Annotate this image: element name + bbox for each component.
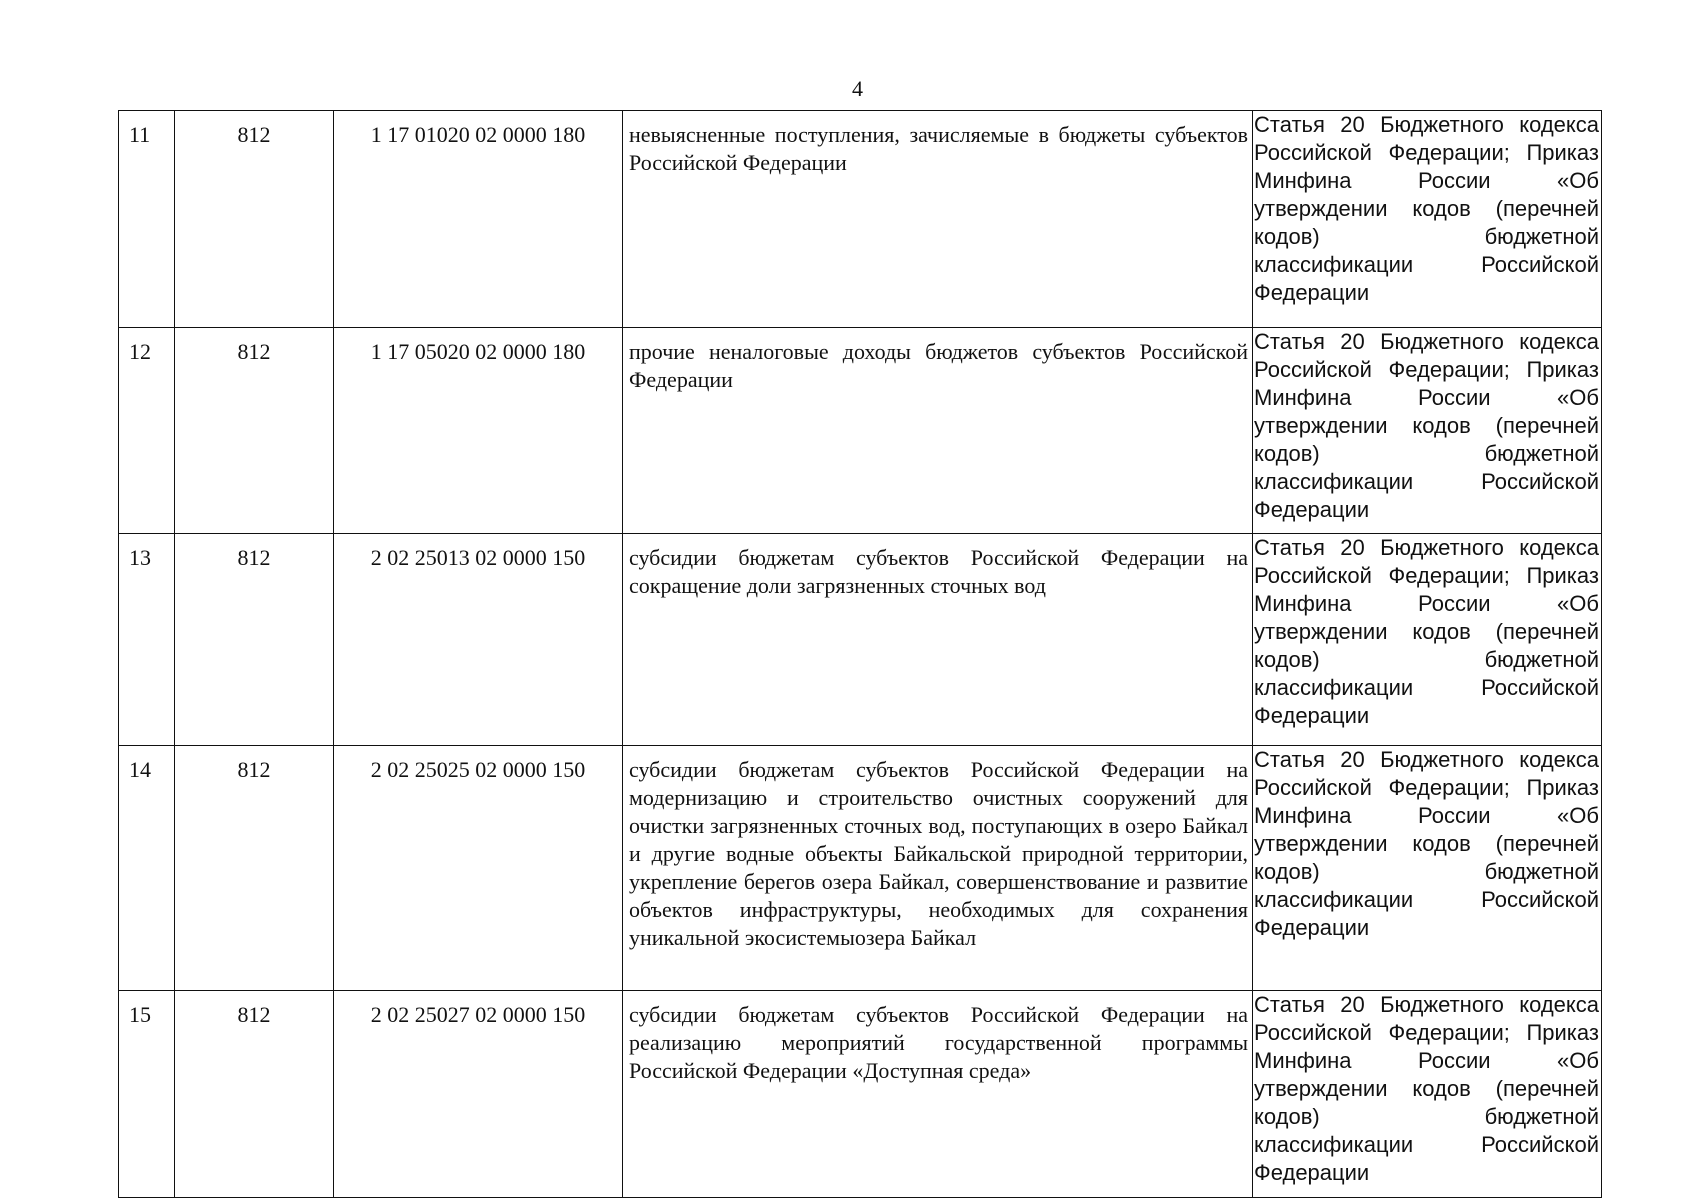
legal-basis-line: Минфина России «Об (1254, 591, 1599, 616)
legal-basis-line: кодов) бюджетной (1254, 1104, 1599, 1129)
legal-basis-line: утверждении кодов (перечней (1254, 196, 1599, 221)
legal-basis-line: кодов) бюджетной (1254, 441, 1599, 466)
legal-basis-line: Федерации (1254, 1160, 1370, 1185)
row-number: 12 (119, 328, 175, 534)
row-number: 11 (119, 111, 175, 328)
table-row (119, 746, 1602, 991)
legal-basis-line: утверждении кодов (перечней (1254, 619, 1599, 644)
income-classification-code: 2 02 25027 02 0000 150 (334, 991, 623, 1198)
page-number: 4 (852, 76, 863, 101)
income-classification-code: 2 02 25013 02 0000 150 (334, 534, 623, 746)
legal-basis-line: классификации Российской (1254, 675, 1599, 700)
legal-basis (1253, 746, 1602, 991)
legal-basis-line: Минфина России «Об (1254, 803, 1599, 828)
legal-basis-line: Федерации (1254, 497, 1370, 522)
row-number: 13 (119, 534, 175, 746)
legal-basis-line: Федерации (1254, 915, 1370, 940)
legal-basis-line: классификации Российской (1254, 252, 1599, 277)
row-number: 15 (119, 991, 175, 1198)
administrator-code: 812 (175, 111, 334, 328)
administrator-code: 812 (175, 534, 334, 746)
legal-basis-line: Статья 20 Бюджетного кодекса (1254, 992, 1599, 1017)
legal-basis-line: утверждении кодов (перечней (1254, 831, 1599, 856)
legal-basis-line: классификации Российской (1254, 887, 1599, 912)
income-classification-code: 1 17 01020 02 0000 180 (334, 111, 623, 328)
income-description: прочие неналоговые доходы бюджетов субъектов Российской Федерации (623, 328, 1253, 534)
row-number: 14 (119, 746, 175, 991)
income-classification-code: 2 02 25025 02 0000 150 (334, 746, 623, 991)
legal-basis-line: Статья 20 Бюджетного кодекса (1254, 535, 1599, 560)
revenue-codes-table (118, 110, 1602, 1198)
legal-basis-line: Статья 20 Бюджетного кодекса (1254, 112, 1599, 137)
income-description: субсидии бюджетам субъектов Российской Федерации на модернизацию и строительство очистных сооружений для очистки загрязненных сточных вод, поступающих в озеро Байкал и другие водные объекты Байкальской природной территории, укрепление берегов озера Байкал, совершенствование и развитие объектов инфраструктуры, необходимых для сохранения уникальной экосистемыозера Байкал (623, 746, 1253, 991)
legal-basis (1253, 991, 1602, 1198)
legal-basis-line: Российской Федерации; Приказ (1254, 563, 1599, 588)
legal-basis-line: кодов) бюджетной (1254, 647, 1599, 672)
legal-basis-line: утверждении кодов (перечней (1254, 1076, 1599, 1101)
legal-basis-line: Федерации (1254, 280, 1370, 305)
income-description: субсидии бюджетам субъектов Российской Федерации на сокращение доли загрязненных сточных вод (623, 534, 1253, 746)
legal-basis-line: Минфина России «Об (1254, 168, 1599, 193)
legal-basis-line: классификации Российской (1254, 469, 1599, 494)
legal-basis-line: Статья 20 Бюджетного кодекса (1254, 747, 1599, 772)
administrator-code: 812 (175, 746, 334, 991)
administrator-code: 812 (175, 328, 334, 534)
legal-basis-line: Российской Федерации; Приказ (1254, 357, 1599, 382)
table-row (119, 991, 1602, 1198)
legal-basis-line: Федерации (1254, 703, 1370, 728)
legal-basis-line: Российской Федерации; Приказ (1254, 775, 1599, 800)
table-row (119, 534, 1602, 746)
legal-basis-line: Минфина России «Об (1254, 1048, 1599, 1073)
legal-basis-line: Статья 20 Бюджетного кодекса (1254, 329, 1599, 354)
legal-basis-line: Минфина России «Об (1254, 385, 1599, 410)
administrator-code: 812 (175, 991, 334, 1198)
legal-basis-line: Российской Федерации; Приказ (1254, 140, 1599, 165)
table-row (119, 111, 1602, 328)
legal-basis (1253, 111, 1602, 328)
income-description: субсидии бюджетам субъектов Российской Федерации на реализацию мероприятий государственной программы Российской Федерации «Доступная среда» (623, 991, 1253, 1198)
income-classification-code: 1 17 05020 02 0000 180 (334, 328, 623, 534)
legal-basis-line: кодов) бюджетной (1254, 224, 1599, 249)
legal-basis-line: кодов) бюджетной (1254, 859, 1599, 884)
income-description: невыясненные поступления, зачисляемые в бюджеты субъектов Российской Федерации (623, 111, 1253, 328)
table-row (119, 328, 1602, 534)
legal-basis (1253, 328, 1602, 534)
legal-basis-line: классификации Российской (1254, 1132, 1599, 1157)
legal-basis (1253, 534, 1602, 746)
legal-basis-line: утверждении кодов (перечней (1254, 413, 1599, 438)
legal-basis-line: Российской Федерации; Приказ (1254, 1020, 1599, 1045)
